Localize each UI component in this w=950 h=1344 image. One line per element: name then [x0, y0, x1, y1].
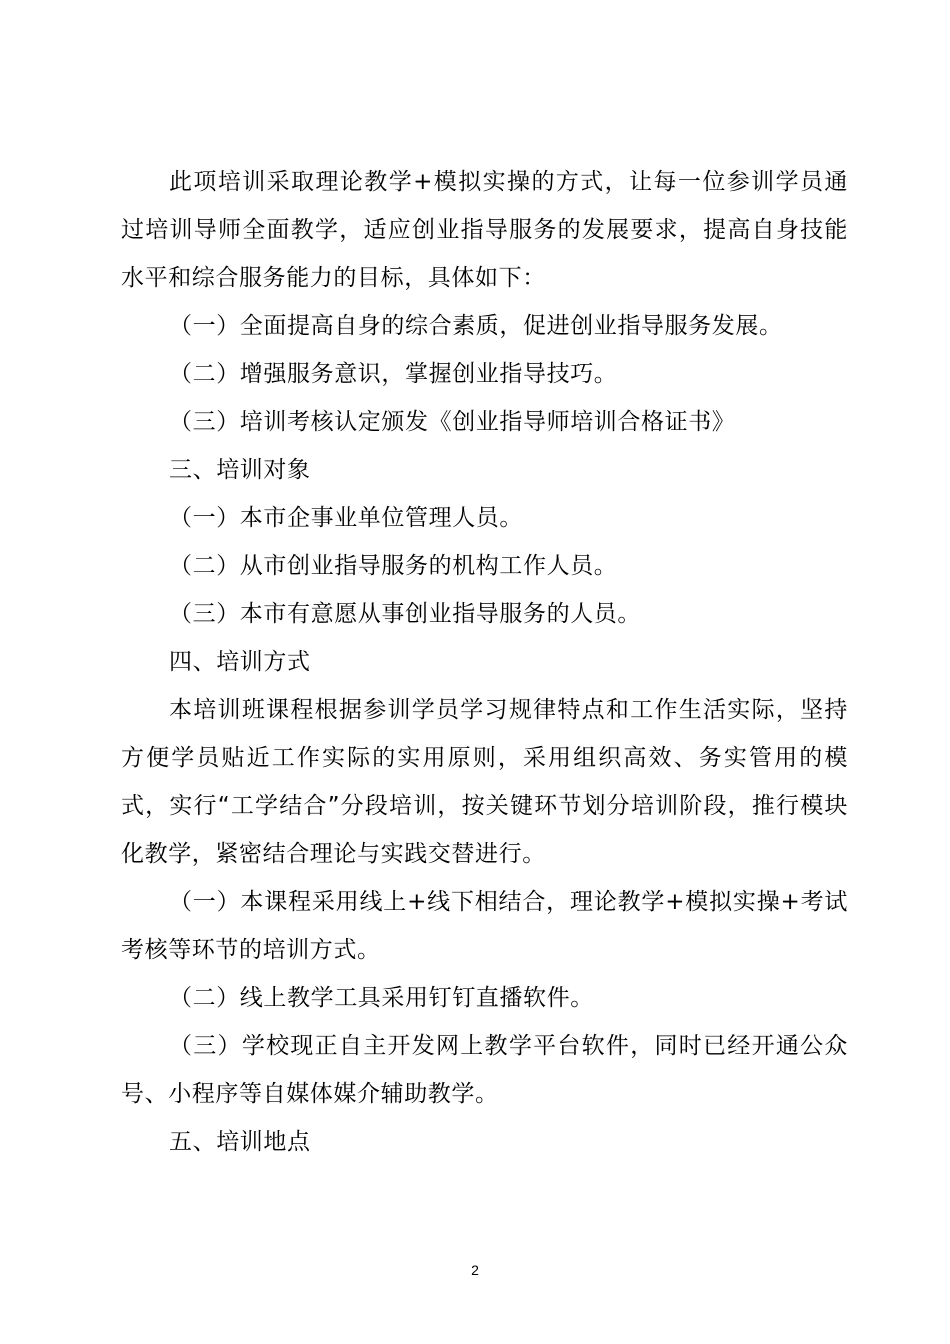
- list-item-mode-3: （三）学校现正自主开发网上教学平台软件，同时已经开通公众号、小程序等自媒体媒介辅助教学。: [121, 1033, 848, 1107]
- list-item-target-3: （三）本市有意愿从事创业指导服务的人员。: [169, 601, 641, 627]
- list-item-goal-3: （三）培训考核认定颁发《创业指导师培训合格证书》: [169, 409, 736, 435]
- list-item-target-2: （二）从市创业指导服务的机构工作人员。: [169, 553, 618, 579]
- list-item-goal-1: （一）全面提高自身的综合素质，促进创业指导服务发展。: [169, 313, 783, 339]
- list-item-mode-1: （一）本课程采用线上+线下相结合，理论教学+模拟实操+考试考核等环节的培训方式。: [121, 889, 848, 963]
- document-body: [121, 158, 848, 1166]
- section-heading-training-targets: 三、培训对象: [169, 457, 311, 483]
- section-heading-training-location: 五、培训地点: [169, 1129, 311, 1155]
- list-item-goal-2: （二）增强服务意识，掌握创业指导技巧。: [169, 361, 618, 387]
- paragraph-course-design: 本培训班课程根据参训学员学习规律特点和工作生活实际，坚持方便学员贴近工作实际的实用原则，采用组织高效、务实管用的模式，实行“工学结合”分段培训，按关键环节划分培训阶段，推行模块化教学，紧密结合理论与实践交替进行。: [121, 697, 848, 867]
- list-item-target-1: （一）本市企事业单位管理人员。: [169, 505, 523, 531]
- paragraph-training-method: 此项培训采取理论教学+模拟实操的方式，让每一位参训学员通过培训导师全面教学，适应创业指导服务的发展要求，提高自身技能水平和综合服务能力的目标，具体如下：: [121, 169, 848, 291]
- list-item-mode-2: （二）线上教学工具采用钉钉直播软件。: [169, 985, 594, 1011]
- page-number: 2: [471, 1262, 479, 1278]
- section-heading-training-mode: 四、培训方式: [169, 649, 311, 675]
